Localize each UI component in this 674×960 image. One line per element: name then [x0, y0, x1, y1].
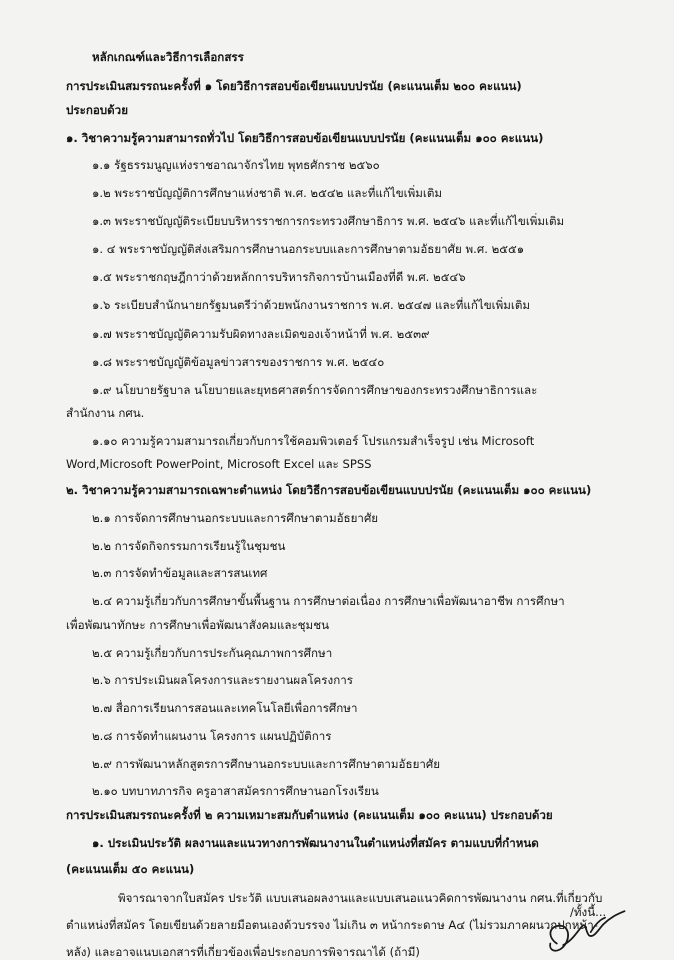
list-item-continuation: Word,Microsoft PowerPoint, Microsoft Excel และ SPSS — [66, 457, 372, 471]
section-1-heading: ๑. วิชาความรู้ความสามารถทั่วไป โดยวิธีการสอบข้อเขียนแบบปรนัย (คะแนนเต็ม ๑๐๐ คะแนน) — [66, 131, 544, 145]
list-item: ๒.๘ การจัดทำแผนงาน โครงการ แผนปฏิบัติการ — [92, 729, 332, 743]
list-item: ๒.๑ การจัดการศึกษานอกระบบและการศึกษาตามอัธยาศัย — [92, 511, 379, 525]
assessment-2-item-1: ๑. ประเมินประวัติ ผลงานและแนวทางการพัฒนางานในตำแหน่งที่สมัคร ตามแบบที่กำหนด — [92, 836, 539, 850]
list-item: ๑.๘ พระราชบัญญัติข้อมูลข่าวสารของราชการ พ.ศ. ๒๕๔๐ — [92, 355, 385, 369]
list-item: ๑.๑๐ ความรู้ความสามารถเกี่ยวกับการใช้คอมพิวเตอร์ โปรแกรมสำเร็จรูป เช่น Microsoft — [92, 434, 535, 448]
assessment-2-score: (คะแนนเต็ม ๕๐ คะแนน) — [66, 862, 195, 876]
list-item: ๑.๗ พระราชบัญญัติความรับผิดทางละเมิดของเจ้าหน้าที่ พ.ศ. ๒๕๓๙ — [92, 327, 430, 341]
list-item: ๒.๖ การประเมินผลโครงการและรายงานผลโครงการ — [92, 673, 353, 687]
assessment-1-heading: การประเมินสมรรถนะครั้งที่ ๑ โดยวิธีการสอบข้อเขียนแบบปรนัย (คะแนนเต็ม ๒๐๐ คะแนน) — [66, 79, 522, 93]
consists-of-label: ประกอบด้วย — [66, 103, 128, 117]
list-item: ๒.๓ การจัดทำข้อมูลและสารสนเทศ — [92, 566, 268, 580]
list-item: ๑.๑ รัฐธรรมนูญแห่งราชอาณาจักรไทย พุทธศักราช ๒๕๖๐ — [92, 158, 380, 172]
signature — [540, 908, 630, 958]
list-item: ๑.๙ นโยบายรัฐบาล นโยบายและยุทธศาสตร์การจัดการศึกษาของกระทรวงศึกษาธิการและ — [92, 383, 538, 397]
list-item: ๑. ๔ พระราชบัญญัติส่งเสริมการศึกษานอกระบบและการศึกษาตามอัธยาศัย พ.ศ. ๒๕๕๑ — [92, 242, 525, 256]
list-item: ๒.๑๐ บทบาทภารกิจ ครูอาสาสมัครการศึกษานอกโรงเรียน — [92, 784, 379, 798]
list-item: ๒.๕ ความรู้เกี่ยวกับการประกันคุณภาพการศึกษา — [92, 646, 333, 660]
paragraph-line: พิจารณาจากใบสมัคร ประวัติ แบบเสนอผลงานและแบบเสนอแนวคิดการพัฒนางาน กศน.ที่เกี่ยวกับ — [118, 891, 603, 905]
list-item: ๑.๕ พระราชกฤษฎีกาว่าด้วยหลักการบริหารกิจการบ้านเมืองที่ดี พ.ศ. ๒๕๔๖ — [92, 270, 466, 284]
section-2-heading: ๒. วิชาความรู้ความสามารถเฉพาะตำแหน่ง โดยวิธีการสอบข้อเขียนแบบปรนัย (คะแนนเต็ม ๑๐๐ คะแนน) — [66, 483, 592, 497]
assessment-2-heading: การประเมินสมรรถนะครั้งที่ ๒ ความเหมาะสมกับตำแหน่ง (คะแนนเต็ม ๑๐๐ คะแนน) ประกอบด้วย — [66, 808, 553, 822]
list-item: ๑.๒ พระราชบัญญัติการศึกษาแห่งชาติ พ.ศ. ๒๕๔๒ และที่แก้ไขเพิ่มเติม — [92, 186, 443, 200]
paragraph-line: หลัง) และอาจแนบเอกสารที่เกี่ยวข้องเพื่อประกอบการพิจารณาได้ (ถ้ามี) — [66, 945, 420, 959]
list-item: ๒.๙ การพัฒนาหลักสูตรการศึกษานอกระบบและการศึกษาตามอัธยาศัย — [92, 757, 441, 771]
paragraph-line: ตำแหน่งที่สมัคร โดยเขียนด้วยลายมือตนเองด้วบรรจง ไม่เกิน ๓ หน้ากระดาษ A๔ (ไม่รวมภาคผนวกปกหน้า- — [66, 918, 598, 932]
list-item: ๒.๔ ความรู้เกี่ยวกับการศึกษาขั้นพื้นฐาน การศึกษาต่อเนื่อง การศึกษาเพื่อพัฒนาอาชีพ การศึกษา — [92, 594, 565, 608]
list-item: ๑.๖ ระเบียบสำนักนายกรัฐมนตรีว่าด้วยพนักงานราชการ พ.ศ. ๒๕๔๗ และที่แก้ไขเพิ่มเติม — [92, 298, 531, 312]
list-item-continuation: สำนักงาน กศน. — [66, 406, 145, 420]
doc-heading: หลักเกณฑ์และวิธีการเลือกสรร — [92, 50, 244, 64]
list-item-continuation: เพื่อพัฒนาทักษะ การศึกษาเพื่อพัฒนาสังคมและชุมชน — [66, 618, 329, 632]
continuation-marker: /ทั้งนี้... — [570, 905, 607, 919]
list-item: ๒.๒ การจัดกิจกรรมการเรียนรู้ในชุมชน — [92, 539, 286, 553]
list-item: ๑.๓ พระราชบัญญัติระเบียบบริหารราชการกระทรวงศึกษาธิการ พ.ศ. ๒๕๔๖ และที่แก้ไขเพิ่มเติม — [92, 214, 565, 228]
list-item: ๒.๗ สื่อการเรียนการสอนและเทคโนโลยีเพื่อการศึกษา — [92, 701, 358, 715]
